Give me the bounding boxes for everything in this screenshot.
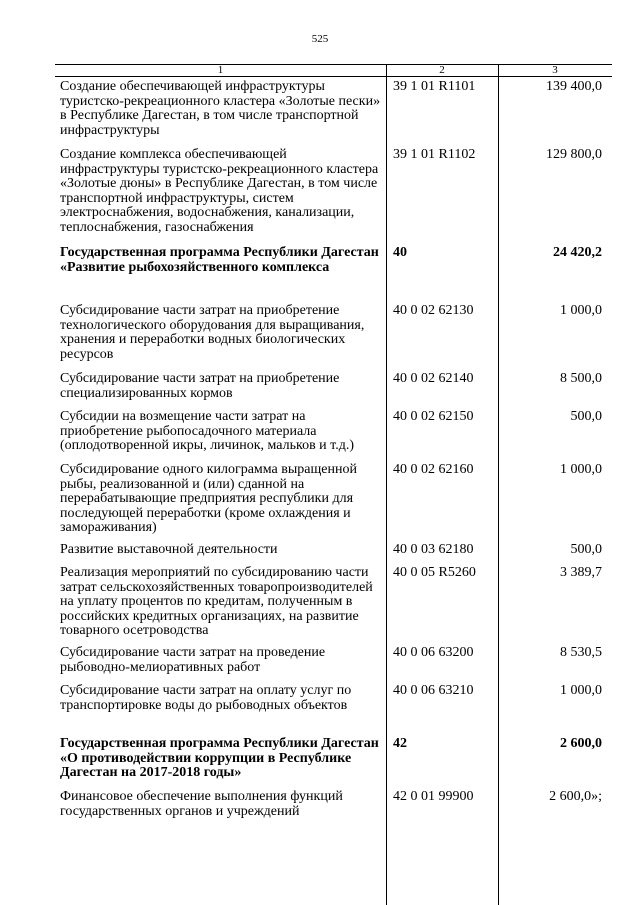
row-code: 40 0 06 63200 bbox=[393, 645, 474, 660]
row-code: 40 0 02 62160 bbox=[393, 462, 474, 477]
row-description: Создание комплекса обеспечивающей инфраструктуры туристско-рекреационного кластера «Золотые дюны» в Республике Дагестан, в том числе транспортной инфраструктуры, систем электроснабжения, водоснабжения, канализации, теплоснабжения, газоснабжения bbox=[60, 147, 379, 235]
row-amount: 3 389,7 bbox=[560, 565, 602, 580]
column-divider-2 bbox=[498, 64, 499, 905]
row-description: Финансовое обеспечение выполнения функций государственных органов и учреждений bbox=[60, 789, 343, 819]
row-description: Субсидирование части затрат на приобретение технологического оборудования для выращивания, хранения и переработки водных биологических ресурсов bbox=[60, 303, 365, 362]
row-code: 40 0 03 62180 bbox=[393, 542, 474, 557]
row-code: 40 bbox=[393, 245, 407, 260]
row-amount: 500,0 bbox=[570, 409, 602, 424]
column-header-1: 1 bbox=[217, 64, 224, 76]
row-amount: 2 600,0»; bbox=[549, 789, 602, 804]
budget-table bbox=[55, 64, 612, 905]
row-description: Субсидирование части затрат на оплату услуг по транспортировке воды до рыбоводных объектов bbox=[60, 683, 352, 713]
row-code: 40 0 02 62140 bbox=[393, 371, 474, 386]
row-code: 40 0 06 63210 bbox=[393, 683, 474, 698]
row-amount: 24 420,2 bbox=[553, 245, 602, 260]
header-bottom-border bbox=[55, 76, 612, 77]
row-description: Реализация мероприятий по субсидированию части затрат сельскохозяйственных товаропроизводителей на уплату процентов по кредитам, полученным в российских кредитных организациях, на развитие товарного осетроводства bbox=[60, 565, 373, 638]
row-amount: 2 600,0 bbox=[560, 736, 602, 751]
row-description: Государственная программа Республики Дагестан «О противодействии коррупции в Республике Дагестан на 2017-2018 годы» bbox=[60, 736, 379, 780]
column-divider-1 bbox=[386, 64, 387, 905]
row-code: 39 1 01 R1101 bbox=[393, 79, 476, 94]
row-code: 40 0 05 R5260 bbox=[393, 565, 476, 580]
row-description: Государственная программа Республики Дагестан «Развитие рыбохозяйственного комплекса bbox=[60, 245, 379, 275]
row-amount: 8 530,5 bbox=[560, 645, 602, 660]
row-amount: 1 000,0 bbox=[560, 462, 602, 477]
row-code: 40 0 02 62130 bbox=[393, 303, 474, 318]
row-amount: 500,0 bbox=[570, 542, 602, 557]
row-description: Субсидирование части затрат на проведение рыбоводно-мелиоративных работ bbox=[60, 645, 326, 675]
row-description: Создание обеспечивающей инфраструктуры туристско-рекреационного кластера «Золотые пески» в Республике Дагестан, в том числе транспортной инфраструктуры bbox=[60, 79, 381, 138]
column-header-3: 3 bbox=[552, 64, 558, 76]
row-code: 42 bbox=[393, 736, 407, 751]
row-amount: 139 400,0 bbox=[546, 79, 602, 94]
row-amount: 1 000,0 bbox=[560, 683, 602, 698]
row-description: Развитие выставочной деятельности bbox=[60, 542, 278, 557]
row-code: 40 0 02 62150 bbox=[393, 409, 474, 424]
row-amount: 129 800,0 bbox=[546, 147, 602, 162]
row-description: Субсидии на возмещение части затрат на приобретение рыбопосадочного материала (оплодотворенной икры, личинок, мальков и т.д.) bbox=[60, 409, 355, 453]
row-description: Субсидирование части затрат на приобретение специализированных кормов bbox=[60, 371, 340, 401]
column-header-2: 2 bbox=[439, 64, 445, 76]
row-code: 42 0 01 99900 bbox=[393, 789, 474, 804]
row-amount: 1 000,0 bbox=[560, 303, 602, 318]
row-description: Субсидирование одного килограмма выращенной рыбы, реализованной и (или) сданной на перерабатывающие предприятия республики для последующей переработки (кроме охлаждения и замораживания) bbox=[60, 462, 357, 535]
page-number: 525 bbox=[311, 33, 329, 45]
row-code: 39 1 01 R1102 bbox=[393, 147, 476, 162]
row-amount: 8 500,0 bbox=[560, 371, 602, 386]
